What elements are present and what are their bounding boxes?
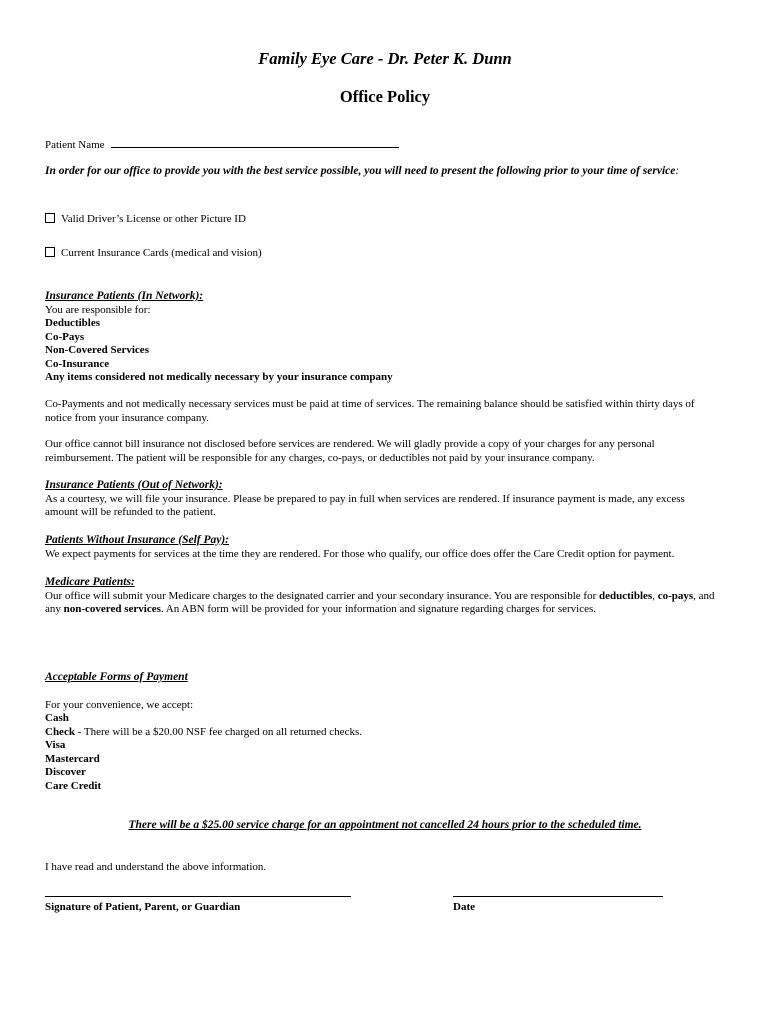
in-network-paragraph-1: Co-Payments and not medically necessary services must be paid at time of services. The remaining balance should be satisfied within thirty days of notice from your insurance company. xyxy=(45,398,695,424)
medicare-deductibles: deductibles xyxy=(599,589,653,602)
payment-heading: Acceptable Forms of Payment xyxy=(45,671,188,683)
out-network-heading: Insurance Patients (Out of Network): xyxy=(45,479,223,491)
intro-text: In order for our office to provide you with the best service possible, you will need to present the following prior to your time of service xyxy=(45,165,676,177)
payment-lead: For your convenience, we accept: xyxy=(45,698,194,711)
out-network-section xyxy=(45,479,720,520)
medicare-separator: , xyxy=(652,589,658,602)
payment-discover: Discover xyxy=(45,766,86,778)
patient-name-line[interactable] xyxy=(111,138,399,148)
responsibility-item: Non-Covered Services xyxy=(45,344,149,356)
responsibility-item: Co-Insurance xyxy=(45,357,110,370)
payment-visa: Visa xyxy=(45,739,66,751)
checkbox-icon[interactable] xyxy=(45,213,55,223)
date-line[interactable] xyxy=(453,896,663,897)
patient-name-field xyxy=(45,138,399,153)
intro-colon: : xyxy=(675,165,680,177)
checklist-item-license xyxy=(45,213,246,227)
in-network-paragraph-2: Our office cannot bill insurance not disclosed before services are rendered. We will gladly provide a copy of your charges for any personal reimbursement. The patient will be responsible for any charges, co-pays, or deductibles not paid by your insurance company. xyxy=(45,438,655,464)
medicare-text-part: , and any xyxy=(45,589,715,615)
medicare-text-part: Our office will submit your Medicare charges to the designated carrier and your secondary insurance. You are responsible for xyxy=(45,589,600,602)
payment-check-note: - There will be a $20.00 NSF fee charged on all returned checks. xyxy=(74,725,362,738)
self-pay-section xyxy=(45,534,720,561)
checklist-item-insurance-cards xyxy=(45,247,262,261)
checklist-label: Valid Driver’s License or other Picture ID xyxy=(61,213,246,225)
medicare-copays: co-pays xyxy=(657,589,694,602)
document-title: Family Eye Care - Dr. Peter K. Dunn xyxy=(258,49,512,68)
signature-line[interactable] xyxy=(45,896,351,897)
in-network-lead: You are responsible for: xyxy=(45,303,151,316)
payment-check-label: Check xyxy=(45,725,75,738)
medicare-section xyxy=(45,576,720,617)
out-network-text: As a courtesy, we will file your insurance. Please be prepared to pay in full when services are rendered. If insurance payment is made, any excess amount will be refunded to the patient. xyxy=(45,492,685,518)
acknowledgement-text: I have read and understand the above information. xyxy=(45,861,267,873)
document-subtitle: Office Policy xyxy=(339,87,431,106)
cancellation-notice: There will be a $25.00 service charge for an appointment not cancelled 24 hours prior to the scheduled time. xyxy=(128,819,642,831)
responsibility-item: Any items considered not medically necessary by your insurance company xyxy=(45,371,393,383)
payment-section xyxy=(45,671,720,793)
intro-statement xyxy=(45,164,715,179)
in-network-heading: Insurance Patients (In Network): xyxy=(45,290,204,302)
responsibility-item: Deductibles xyxy=(45,317,100,329)
date-label: Date xyxy=(453,901,475,913)
medicare-text xyxy=(45,590,720,617)
payment-cash: Cash xyxy=(45,712,69,724)
in-network-section xyxy=(45,290,720,385)
self-pay-heading: Patients Without Insurance (Self Pay): xyxy=(45,534,230,546)
patient-name-label: Patient Name xyxy=(45,139,105,151)
payment-check xyxy=(45,726,720,740)
medicare-heading: Medicare Patients: xyxy=(45,576,135,588)
checklist-label: Current Insurance Cards (medical and vision) xyxy=(61,247,262,259)
medicare-non-covered: non-covered services xyxy=(63,603,161,615)
checkbox-icon[interactable] xyxy=(45,247,55,257)
responsibility-item: Co-Pays xyxy=(45,330,85,343)
payment-mastercard: Mastercard xyxy=(45,752,100,765)
signature-label: Signature of Patient, Parent, or Guardian xyxy=(45,901,241,913)
medicare-text-part: . An ABN form will be provided for your information and signature regarding charges for services. xyxy=(160,603,596,615)
payment-care-credit: Care Credit xyxy=(45,779,102,792)
self-pay-text: We expect payments for services at the time they are rendered. For those who qualify, our office does offer the Care Credit option for payment. xyxy=(45,547,675,560)
